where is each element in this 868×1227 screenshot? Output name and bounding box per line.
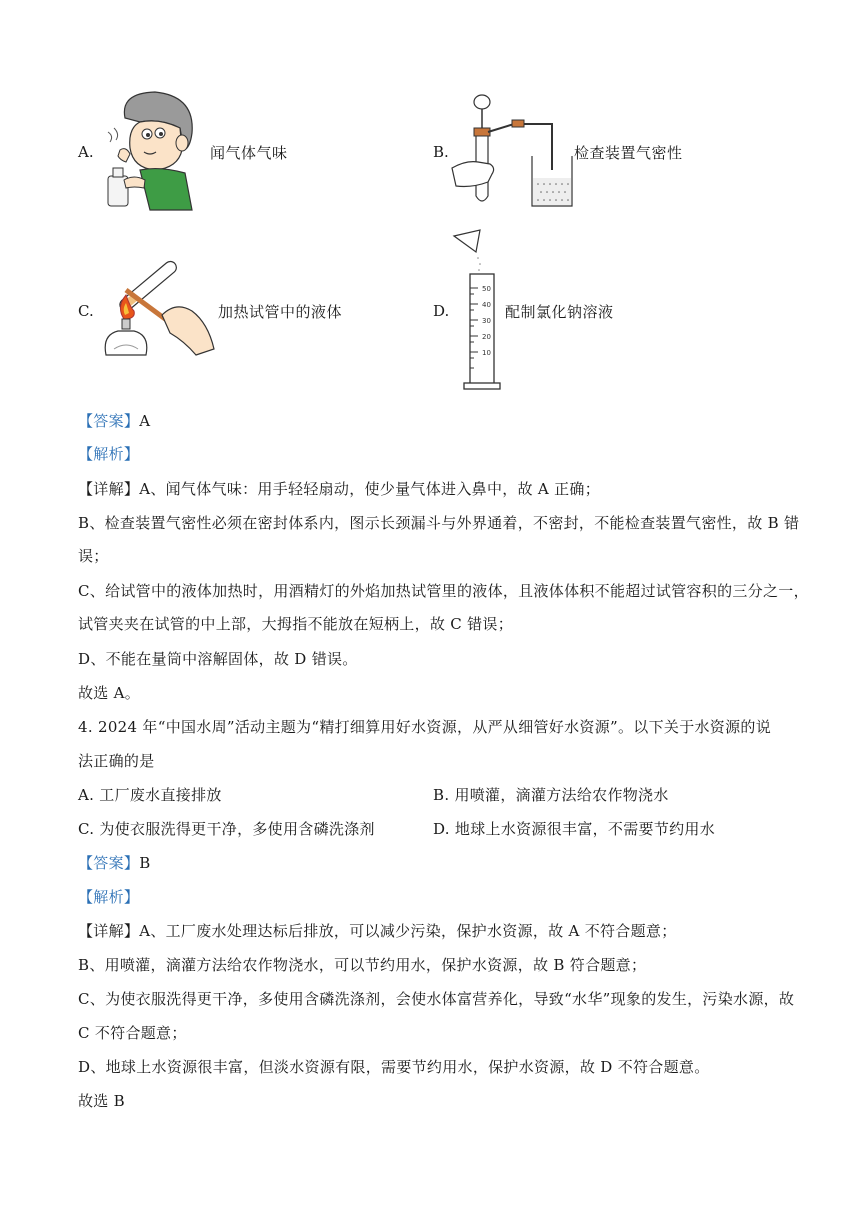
q3-answer-tag: 【答案】 bbox=[78, 412, 140, 430]
q4-detail-line-3b: C 不符合题意； bbox=[78, 1024, 187, 1042]
q3-detail-line-2a: B、检查装置气密性必须在密封体系内，图示长颈漏斗与外界通着，不密封，不能检查装置气密性，故 B 错 bbox=[78, 514, 800, 532]
q3-analysis-tag: 【解析】 bbox=[78, 445, 140, 463]
q4-answer-value: B bbox=[139, 854, 151, 872]
illustration-heating-tube bbox=[96, 245, 216, 370]
q3-detail-tag: 【详解】 bbox=[78, 480, 140, 498]
q4-detail-line-2: B、用喷灌，滴灌方法给农作物浇水，可以节约用水，保护水资源，故 B 符合题意； bbox=[78, 956, 647, 974]
q4-detail-line-3a: C、为使衣服洗得更干净，多使用含磷洗涤剂，会使水体富营养化，导致“水华”现象的发生，污染水源，故 bbox=[78, 990, 795, 1008]
illustration-smell-gas bbox=[100, 88, 200, 213]
q3-detail-line-3a: C、给试管中的液体加热时，用酒精灯的外焰加热试管里的液体，且液体体积不能超过试管容积的三分之一， bbox=[78, 582, 809, 600]
q4-option-c: C. 为使衣服洗得更干净，多使用含磷洗涤剂 bbox=[78, 820, 375, 838]
option-a-caption: 闻气体气味 bbox=[210, 144, 288, 162]
option-b-letter: B. bbox=[433, 143, 449, 161]
q4-option-b: B. 用喷灌，滴灌方法给农作物浇水 bbox=[433, 786, 669, 804]
q3-detail-text-1: A、闻气体气味：用手轻轻扇动，使少量气体进入鼻中，故 A 正确； bbox=[139, 480, 601, 498]
option-a-letter: A. bbox=[78, 143, 94, 161]
q4-detail-text-1: A、工厂废水处理达标后排放，可以减少污染，保护水资源，故 A 不符合题意； bbox=[139, 922, 677, 940]
q4-analysis-line bbox=[78, 886, 139, 907]
q4-detail-line-4: D、地球上水资源很丰富，但淡水资源有限，需要节约用水，保护水资源，故 D 不符合题意。 bbox=[78, 1058, 710, 1076]
cylinder-mark-10: 10 bbox=[482, 349, 491, 357]
q3-detail-line-4: D、不能在量筒中溶解固体，故 D 错误。 bbox=[78, 650, 358, 668]
option-d-letter: D. bbox=[433, 302, 450, 320]
q4-stem-line-1: 4. 2024 年“中国水周”活动主题为“精打细算用好水资源，从严从细管好水资源”。以下关于水资源的说 bbox=[78, 718, 771, 736]
q3-analysis-line bbox=[78, 443, 139, 464]
q3-answer-line bbox=[78, 410, 150, 431]
cylinder-mark-40: 40 bbox=[482, 301, 491, 309]
q4-analysis-tag: 【解析】 bbox=[78, 888, 140, 906]
q4-conclusion: 故选 B bbox=[78, 1092, 125, 1110]
q3-detail-line-1 bbox=[78, 478, 600, 499]
cylinder-mark-30: 30 bbox=[482, 317, 491, 325]
q3-detail-line-3b: 试管夹夹在试管的中上部，大拇指不能放在短柄上，故 C 错误； bbox=[78, 615, 514, 633]
option-c-caption: 加热试管中的液体 bbox=[218, 303, 343, 321]
q3-detail-line-2b: 误； bbox=[78, 547, 109, 565]
cylinder-mark-50: 50 bbox=[482, 285, 491, 293]
q4-detail-line-1 bbox=[78, 920, 677, 941]
option-c-letter: C. bbox=[78, 302, 94, 320]
q4-answer-line bbox=[78, 852, 151, 873]
q3-answer-value: A bbox=[139, 412, 151, 430]
option-b-caption: 检查装置气密性 bbox=[574, 144, 683, 162]
cylinder-mark-20: 20 bbox=[482, 333, 491, 341]
q4-detail-tag: 【详解】 bbox=[78, 922, 140, 940]
q4-option-a: A. 工厂废水直接排放 bbox=[78, 786, 222, 804]
option-d-caption: 配制氯化钠溶液 bbox=[505, 303, 614, 321]
illustration-airtightness bbox=[452, 90, 572, 210]
q4-option-d: D. 地球上水资源很丰富，不需要节约用水 bbox=[433, 820, 716, 838]
q4-stem-line-2: 法正确的是 bbox=[78, 752, 155, 770]
q4-answer-tag: 【答案】 bbox=[78, 854, 140, 872]
q3-conclusion: 故选 A。 bbox=[78, 684, 141, 702]
illustration-graduated-cylinder bbox=[452, 228, 512, 393]
